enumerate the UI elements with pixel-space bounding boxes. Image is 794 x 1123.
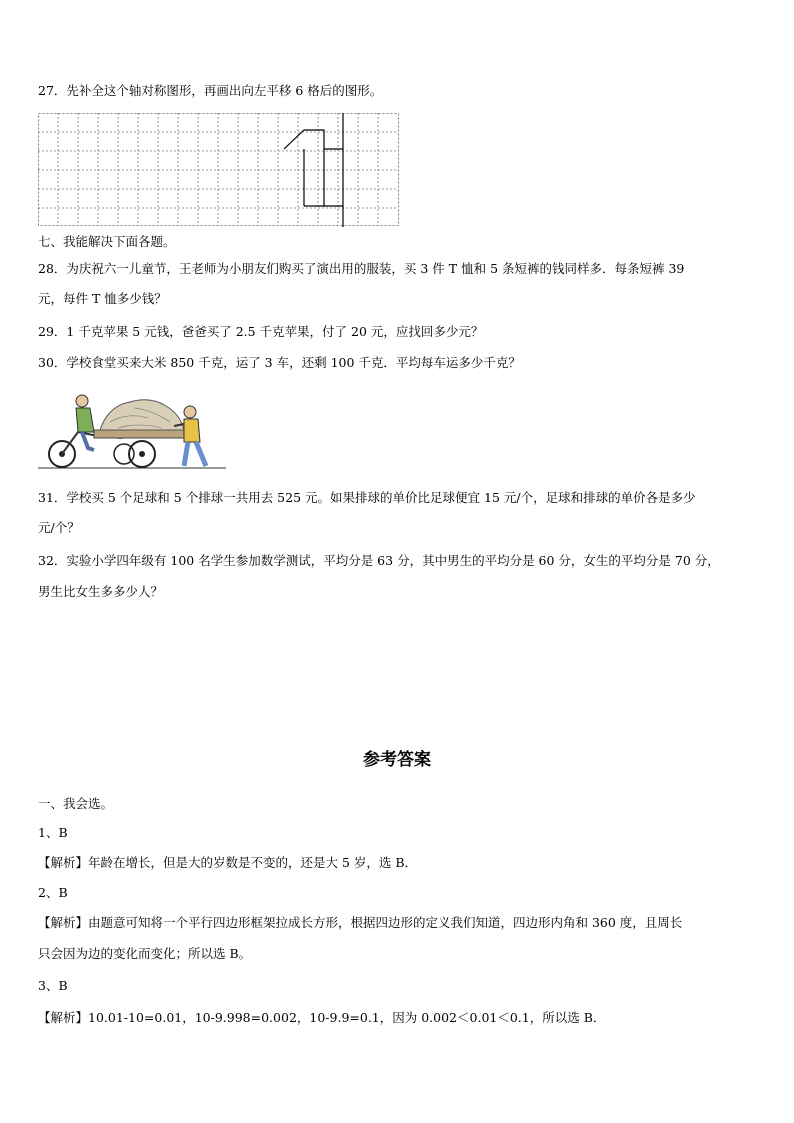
symmetry-grid [38,113,400,227]
question-32-line2: 男生比女生多多少人？ [38,584,164,599]
question-31-line1: 31．学校买 5 个足球和 5 个排球一共用去 525 元。如果排球的单价比足球便宜 15 元/个，足球和排球的单价各是多少 [38,490,696,505]
question-29: 29．1 千克苹果 5 元钱，爸爸买了 2.5 千克苹果，付了 20 元，应找回多少元？ [38,324,484,339]
question-30: 30．学校食堂买来大米 850 千克，运了 3 车，还剩 100 千克．平均每车运多少千克？ [38,355,521,370]
answer-2-label: 2、B [38,885,68,900]
question-28-line2: 元，每件 T 恤多少钱？ [38,291,167,306]
answers-section-1: 一、我会选。 [38,796,114,811]
section-7-heading: 七、我能解决下面各题。 [38,234,176,249]
question-32-line1: 32．实验小学四年级有 100 名学生参加数学测试，平均分是 63 分，其中男生的平均分是 60 分，女生的平均分是 70 分， [38,553,720,568]
tricycle-illustration [38,388,228,472]
answer-1-label: 1、B [38,825,68,840]
answer-3-analysis: 【解析】10.01-10=0.01，10-9.998=0.002，10-9.9=0.1，因为 0.002＜0.01＜0.1，所以选 B． [38,1010,606,1025]
question-28-line1: 28．为庆祝六一儿童节，王老师为小朋友们购买了演出用的服装，买 3 件 T 恤和 5 条短裤的钱同样多．每条短裤 39 [38,261,685,276]
answer-1-analysis: 【解析】年龄在增长，但是大的岁数是不变的，还是大 5 岁，选 B． [38,855,418,870]
question-27: 27．先补全这个轴对称图形，再画出向左平移 6 格后的图形。 [38,83,383,98]
answer-2-analysis-line1: 【解析】由题意可知将一个平行四边形框架拉成长方形，根据四边形的定义我们知道，四边形内角和 360 度，且周长 [38,915,683,930]
question-31-line2: 元/个？ [38,520,80,535]
answer-3-label: 3、B [38,978,68,993]
answers-title: 参考答案 [363,750,431,770]
half-figure [284,130,343,206]
answer-2-analysis-line2: 只会因为边的变化而变化；所以选 B。 [38,946,252,961]
